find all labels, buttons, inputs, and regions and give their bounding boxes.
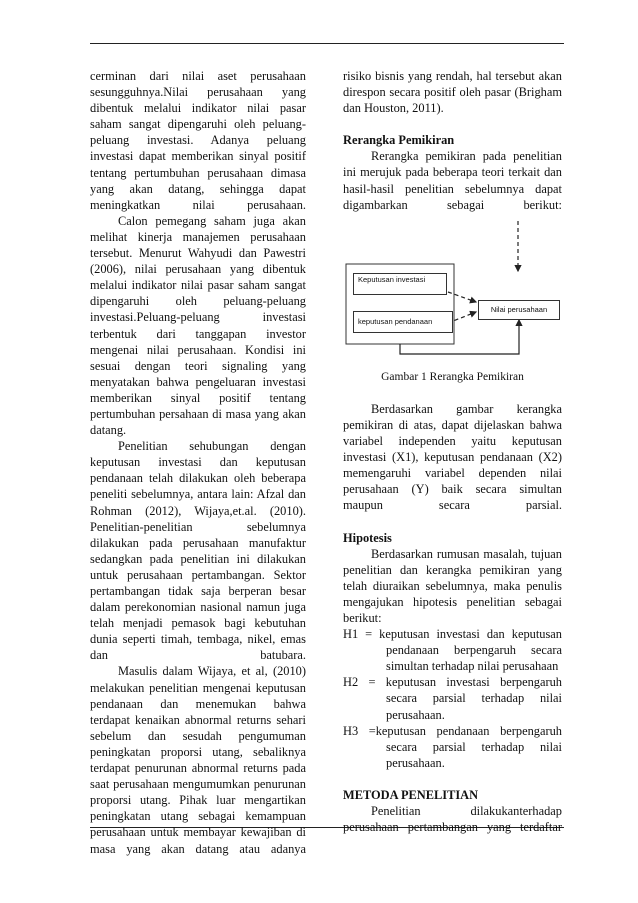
paragraph: cerminan dari nilai aset perusahaan sesungguhnya.Nilai perusahaan yang dibentuk melalui indikator nilai pasar saham sangat dipengaruhi oleh peluang-peluang investasi. Adanya peluang investasi dapat memberikan sinyal positif tentang pertumbuhan perusahaan dimasa yang akan datang, sehingga dapat meningkatkan nilai perusahaan. <box>90 69 306 212</box>
section-heading: METODA PENELITIAN <box>343 787 479 802</box>
paragraph: Berdasarkan gambar kerangka pemikiran di atas, dapat dijelaskan bahwa variabel independen yaitu keputusan investasi (X1), keputusan pendanaan (X2) memengaruhi variabel dependen nilai perusahaan (Y) baik secara simultan maupun secara parsial. <box>343 401 562 513</box>
nilai-perusahaan-box <box>478 300 560 320</box>
hypothesis-body: secara parsial terhadap nilai perusahaan. <box>386 691 562 722</box>
framework-diagram <box>343 217 562 357</box>
keputusan-pendanaan-box <box>353 311 453 333</box>
keputusan-investasi-box <box>353 273 447 295</box>
figure-caption: Gambar 1 Rerangka Pemikiran <box>381 370 524 383</box>
section-heading: Hipotesis <box>343 530 392 545</box>
paragraph: Penelitian sehubungan dengan keputusan investasi dan keputusan pendanaan telah dilakukan oleh beberapa peneliti sebelumnya, antara lain: Afzal dan Rohman (2012), Wijaya,et.al. (2010). Penelitian-penelitian sebelumnya dilakukan pada perusahaan manufaktur sedangkan pada penelitian ini dilakukan untuk perusahaan pertambangan. Sektor pertambangan tidak saja berperan besar dalam perekonomian nasional namun juga telah menjadi pemasok bagi kebutuhan dunia seperti timah, tembaga, nikel, emas dan batubara. <box>90 439 306 663</box>
hypothesis-3 <box>343 723 562 771</box>
paragraph: Calon pemegang saham juga akan melihat kinerja manajemen perusahaan tersebut. Menurut Wahyudi dan Pawestri (2006), nilai perusahaan yang dibentuk melalui indikator nilai pasar saham sangat dipengaruhi oleh peluang-peluang investasi.Peluang-peluang investasi terbentuk dari tanggapan investor mengenai nilai perusahaan. Kondisi ini sesuai dengan teori signaling yang menyatakan bahwa pengeluaran investasi memberikan sinyal positif tentang pertumbuhan persahaan di masa yang akan datang. <box>90 213 306 438</box>
paragraph: Rerangka pemikiran pada penelitian ini merujuk pada beberapa teori terkait dan hasil-hasil penelitian sebelumnya dapat digambarkan sebagai berikut: <box>343 149 562 212</box>
hypothesis-label: H1 = keputusan investasi dan keputusan <box>343 627 562 642</box>
paragraph: Penelitian dilakukanterhadap perusahaan pertambangan yang terdaftar <box>343 804 562 835</box>
top-rule <box>90 43 564 44</box>
hypothesis-label: H3 =keputusan pendanaan berpengaruh <box>343 723 562 738</box>
hypothesis-1 <box>343 626 562 674</box>
left-column <box>90 68 306 857</box>
box-label: Nilai perusahaan <box>490 304 548 314</box>
paragraph: Berdasarkan rumusan masalah, tujuan penelitian dan kerangka pemikiran yang telah diuraikan sebelumnya, maka penulis mengajukan hipotesis penelitian sebagai berikut: <box>343 546 562 625</box>
right-column <box>343 68 562 835</box>
section-heading: Rerangka Pemikiran <box>343 133 455 148</box>
hypothesis-label: H2 = keputusan investasi berpengaruh <box>343 675 562 690</box>
box-label: keputusan pendanaan <box>358 316 433 326</box>
hypothesis-2 <box>343 674 562 722</box>
hypothesis-body: secara parsial terhadap nilai perusahaan. <box>386 739 562 770</box>
paragraph: Masulis dalam Wijaya, et al, (2010) melakukan penelitian mengenai keputusan pendanaan dan menemukan bahwa terdapat kenaikan abnormal returns sehari sebelum dan sesudah pengumuman peningkatan proporsi utang, sebaliknya terdapat penurunan abnormal returns pada saat perusahaan mengumumkan penurunan proporsi utang. Pihak luar mengartikan peningkatan utang sebagai kemampuan perusahaan untuk membayar kewajiban di masa yang akan datang atau adanya <box>90 664 306 856</box>
box-label: Keputusan investasi <box>358 274 426 284</box>
hypothesis-body: pendanaan berpengaruh secara simultan terhadap nilai perusahaan <box>386 643 562 674</box>
paragraph: risiko bisnis yang rendah, hal tersebut akan direspon secara positif oleh pasar (Brigham dan Houston, 2011). <box>343 69 562 116</box>
